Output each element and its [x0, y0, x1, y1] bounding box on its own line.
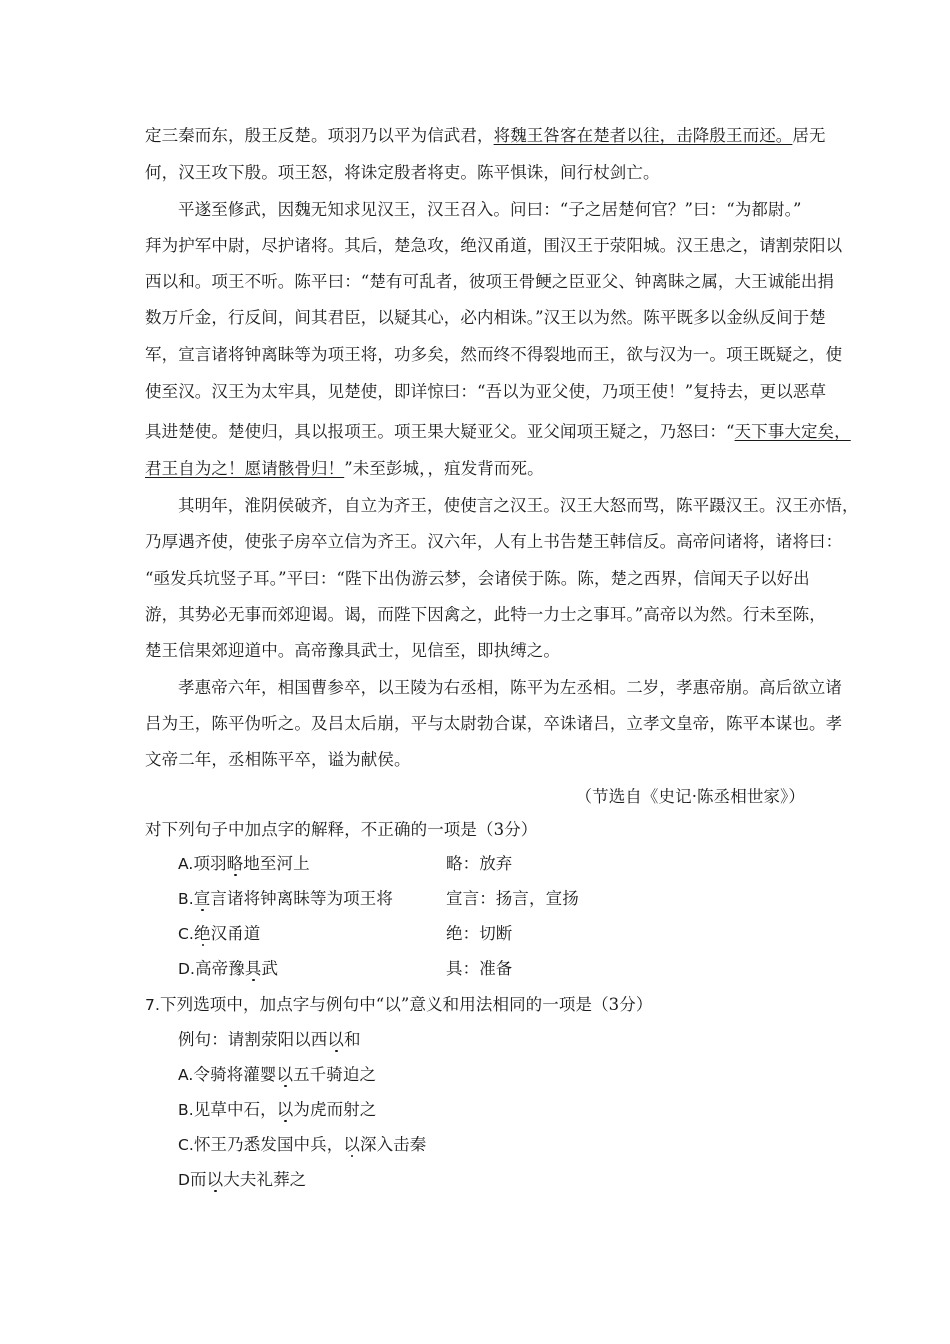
option-text: 为虎而射之 — [293, 1100, 377, 1119]
option-text: 怀王乃悉发国中兵， — [193, 1135, 344, 1154]
passage-text: 何，汉王攻下殷。项王怒，将诛定殷者将吏。陈平惧诛，间行杖剑亡。 — [145, 163, 660, 182]
passage-line-1 — [145, 124, 826, 148]
option-text: 深入击秦 — [359, 1135, 427, 1154]
emphasis-dot-icon — [284, 1085, 287, 1088]
option-letter: C. — [178, 1136, 194, 1154]
dotted-char: 以 — [343, 1135, 360, 1154]
question-6-stem: 对下列句子中加点字的解释，不正确的一项是（3分） — [145, 820, 538, 839]
passage-line-7 — [145, 343, 843, 367]
option-text: 令骑将灌婴 — [193, 1065, 277, 1084]
passage-line-6 — [145, 306, 826, 330]
passage-line-18 — [145, 748, 810, 772]
q6-option-c — [178, 922, 843, 946]
dotted-char: 绝 — [193, 924, 211, 943]
underlined-sentence: 天下事大定矣， — [734, 422, 851, 441]
passage-text: 吕为王，陈平伪听之。及吕太后崩，平与太尉勃合谋，卒诛诸吕，立孝文皇帝，陈平本谋也。孝 — [145, 714, 843, 733]
option-letter: A. — [178, 855, 194, 873]
passage-text: 其明年，淮阴侯破齐，自立为齐王，使使言之汉王。汉王大怒而骂，陈平蹑汉王。汉王亦悟， — [178, 496, 859, 515]
option-gloss: 绝：切断 — [446, 924, 513, 943]
emphasis-dot-icon — [351, 1155, 354, 1158]
passage-line-10 — [145, 457, 810, 481]
question-text: 下列选项中，加点字与例句中“以”意义和用法相同的一项是（3分） — [160, 995, 653, 1014]
dotted-char: 具 — [244, 959, 262, 978]
option-text: 高帝豫 — [195, 959, 245, 978]
passage-line-5 — [145, 270, 835, 294]
example-text: 例句：请割荥阳以西 — [178, 1030, 328, 1049]
passage-line-13 — [145, 567, 810, 591]
passage-line-11 — [178, 494, 859, 518]
passage-text: 楚王信果郊迎道中。高帝豫具武士，见信至，即执缚之。 — [145, 641, 560, 660]
dotted-char: 以 — [276, 1065, 294, 1084]
emphasis-dot-icon — [214, 1190, 217, 1193]
option-gloss: 宣言：扬言，宣扬 — [446, 889, 579, 908]
passage-text: 游，其势必无事而郊迎谒。谒，而陛下因禽之，此特一力士之事耳。”高帝以为然。行未至陈， — [145, 605, 826, 624]
underlined-sentence: 君王自为之！愿请骸骨归！ — [145, 459, 345, 478]
option-text: 言诸将钟离眛等为项王将 — [210, 889, 393, 908]
passage-line-12 — [145, 530, 843, 554]
passage-text: “亟发兵坑竖子耳。”平曰：“陛下出伪游云梦，会诸侯于陈。陈，楚之西界，信闻天子以好出 — [145, 569, 810, 588]
passage-line-3 — [178, 198, 810, 222]
passage-text: 乃厚遇齐使，使张子房卒立信为齐王。汉六年，人有上书告楚王韩信反。高帝问诸将，诸将曰： — [145, 532, 843, 551]
option-letter: B. — [178, 1101, 194, 1119]
passage-line-9 — [145, 420, 851, 444]
emphasis-dot-icon — [252, 979, 255, 982]
q7-option-d — [178, 1168, 843, 1192]
option-letter: B. — [178, 890, 194, 908]
q7-option-a — [178, 1063, 843, 1087]
option-letter: C. — [178, 925, 194, 943]
option-text: 而 — [190, 1170, 207, 1189]
q6-option-d — [178, 957, 843, 981]
emphasis-dot-icon — [284, 1120, 287, 1123]
passage-line-16 — [178, 676, 842, 700]
passage-text: ”未至彭城，，疽发背而死。 — [344, 459, 544, 478]
question-7-stem — [145, 993, 810, 1017]
option-gloss: 略：放弃 — [446, 854, 513, 873]
option-letter: D. — [178, 960, 196, 978]
emphasis-dot-icon — [202, 944, 205, 947]
passage-line-8 — [145, 380, 827, 404]
emphasis-dot-icon — [201, 909, 204, 912]
q7-example — [178, 1028, 843, 1052]
passage-text: 数万斤金，行反间，间其君臣，以疑其心，必内相诛。”汉王以为然。陈平既多以金纵反间于楚 — [145, 308, 826, 327]
passage-line-2 — [145, 161, 810, 185]
passage-source: （节选自《史记·陈丞相世家》） — [575, 787, 805, 806]
option-letter: A. — [178, 1066, 194, 1084]
dotted-char: 以 — [276, 1100, 294, 1119]
underlined-sentence: 将魏王咎客在楚者以往，击降殷王而还。 — [493, 126, 793, 145]
passage-line-4 — [145, 234, 843, 258]
passage-text: 西以和。项王不听。陈平曰：“楚有可乱者，彼项王骨鲠之臣亚父、钟离眛之属，大王诚能出捐 — [145, 272, 835, 291]
option-text: 大夫礼葬之 — [223, 1170, 307, 1189]
question-number: 7. — [145, 996, 160, 1014]
option-text: 项羽 — [193, 854, 227, 873]
dotted-char: 略 — [226, 854, 244, 873]
option-text: 地至河上 — [243, 854, 310, 873]
option-gloss: 具：准备 — [446, 959, 513, 978]
passage-text: 文帝二年，丞相陈平卒，谥为献侯。 — [145, 750, 411, 769]
option-text: 五千骑迫之 — [293, 1065, 377, 1084]
q6-option-a — [178, 852, 843, 876]
emphasis-dot-icon — [335, 1050, 338, 1053]
passage-text: 定三秦而东，殷王反楚。项羽乃以平为信武君， — [145, 126, 494, 145]
passage-text: 孝惠帝六年，相国曹参卒，以王陵为右丞相，陈平为左丞相。二岁，孝惠帝崩。高后欲立诸 — [178, 678, 842, 697]
dotted-char: 以 — [206, 1170, 224, 1189]
option-text: 见草中石， — [193, 1100, 277, 1119]
passage-text: 平遂至修武，因魏无知求见汉王，汉王召入。问曰：“子之居楚何官？”曰：“为都尉。” — [178, 200, 802, 219]
passage-line-17 — [145, 712, 843, 736]
passage-text: 拜为护军中尉，尽护诸将。其后，楚急攻，绝汉甬道，围汉王于荥阳城。汉王患之，请割荥阳以 — [145, 236, 843, 255]
option-letter: D — [178, 1171, 191, 1189]
passage-line-15 — [145, 639, 810, 663]
q7-option-b — [178, 1098, 843, 1122]
emphasis-dot-icon — [234, 874, 237, 877]
dotted-char: 宣 — [193, 889, 211, 908]
example-text: 和 — [344, 1030, 361, 1049]
passage-text: 居无 — [792, 126, 826, 145]
option-text: 武 — [261, 959, 279, 978]
passage-text: 具进楚使。楚使归，具以报项王。项王果大疑亚父。亚父闻项王疑之，乃怒曰：“ — [145, 422, 735, 441]
q7-option-c — [178, 1133, 843, 1157]
option-text: 汉甬道 — [210, 924, 261, 943]
passage-text: 军，宣言诸将钟离眛等为项王将，功多矣，然而终不得裂地而王，欲与汉为一。项王既疑之，使 — [145, 345, 843, 364]
q6-option-b — [178, 887, 843, 911]
passage-text: 使至汉。汉王为太牢具，见楚使，即详惊曰：“吾以为亚父使，乃项王使！”复持去，更以恶草 — [145, 382, 827, 401]
dotted-char: 以 — [327, 1030, 345, 1049]
passage-line-14 — [145, 603, 826, 627]
